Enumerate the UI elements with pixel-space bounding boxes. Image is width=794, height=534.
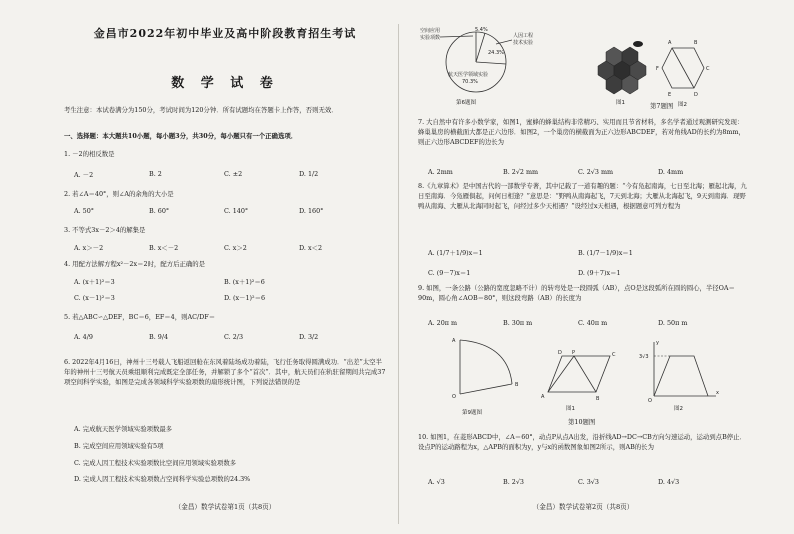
q4-option-b: B. (x＋1)²＝6 bbox=[224, 278, 265, 286]
section1-heading: 一、选择题：本大题共10小题，每小题3分，共30分，每小题只有一个正确选项． bbox=[64, 132, 298, 140]
q9-option-b: B. 30π m bbox=[503, 319, 533, 327]
vertex-a: A bbox=[668, 40, 672, 46]
q4-option-d: D. (x－1)²＝6 bbox=[224, 294, 266, 302]
q3-option-c: C. x＞2 bbox=[224, 244, 247, 252]
q2-option-c: C. 140° bbox=[224, 207, 249, 215]
fig6-caption: 第6题图 bbox=[456, 100, 476, 106]
q6-option-d: D. 完成人因工程技术实验项数占空间科学实验总项数的24.3% bbox=[74, 475, 251, 483]
pie-divider-3 bbox=[476, 62, 506, 64]
fig6-label-6: 24.3% bbox=[488, 50, 504, 56]
fig9-caption: 第9题图 bbox=[462, 410, 482, 416]
q3-option-b: B. x＜－2 bbox=[149, 244, 179, 252]
q4-option-a: A. (x＋1)²＝3 bbox=[74, 278, 115, 286]
q9-option-c: C. 40π m bbox=[578, 319, 608, 327]
q6-stem: 6. 2022年4月16日，神州十三号载人飞船返回舱在东风着陆场成功着陆，飞行任务取得圆满成功．“出差”太空半年的神州十三号航天员乘组顺利完成既定全部任务，并解锁了多个“首次”．其中，航天员们在轨驻留期间共完成37项空间科学实验，如图是完成各领域科学实验项数的扇形统计图，下列说法错误的是 bbox=[64, 358, 386, 386]
q9-stem: 9. 如图，一条公路（公路的宽度忽略不计）的转弯处是一段圆弧（AB），点O是这段弧所在圆的圆心，半径OA＝90m，圆心角∠AOB＝80°，则这段弯路（AB）的长度为 bbox=[418, 284, 735, 302]
q9-option-a: A. 20π m bbox=[428, 319, 458, 327]
fig10-sub2: 图2 bbox=[674, 406, 683, 412]
rhombus-abcd bbox=[548, 356, 610, 392]
q2-stem: 2. 若∠A＝40°，则∠A的余角的大小是 bbox=[64, 190, 174, 198]
q10-option-a: A. √3 bbox=[428, 478, 445, 486]
fig10-point-p: P bbox=[572, 350, 576, 356]
page-right-footer: （金昌）数学试卷第2页（共8页） bbox=[532, 503, 634, 511]
q2-option-a: A. 50° bbox=[74, 207, 95, 215]
q5-option-b: B. 9/4 bbox=[149, 333, 169, 341]
q7-option-b: B. 2√2 mm bbox=[503, 168, 539, 176]
q1-option-c: C. ±2 bbox=[224, 170, 243, 178]
fig9-arc-figure bbox=[448, 334, 538, 418]
fig6-label-3: 5.4% bbox=[475, 27, 488, 33]
segment-bp bbox=[574, 356, 596, 392]
diagonal-ad bbox=[672, 48, 694, 88]
q1-stem: 1. －2的相反数是 bbox=[64, 150, 115, 158]
fig6-label-7: 航天医学领域实验 bbox=[448, 72, 489, 78]
fig6-label-1: 空间应用 bbox=[420, 28, 441, 34]
exam-notice: 考生注意：本试卷满分为150分，考试时间为120分钟．所有试题均在答题卡上作答，否则无效． bbox=[64, 106, 338, 114]
vertex-d: D bbox=[694, 92, 698, 98]
vertex-b: B bbox=[694, 40, 698, 46]
fig6-label-4: 人因工程 bbox=[513, 33, 534, 39]
q10-option-c: C. 3√3 bbox=[578, 478, 599, 486]
function-graph bbox=[654, 356, 708, 396]
fig6-label-8: 70.3% bbox=[462, 79, 478, 85]
fig6-label-2: 实验项数 bbox=[420, 35, 441, 41]
q9-option-d: D. 50π m bbox=[658, 319, 688, 327]
fig9-point-a: A bbox=[452, 338, 456, 344]
q10-stem: 10. 如图1，在菱形ABCD中，∠A＝60°，动点P从点A出发，沿折线AD→DC→CB方向匀速运动，运动到点B停止．设点P的运动路程为x，△APB的面积为y，y与x的函数图象如图2所示，则AB的长为 bbox=[418, 433, 746, 451]
q10-option-d: D. 4√3 bbox=[658, 478, 680, 486]
fig9-point-o: O bbox=[452, 394, 456, 400]
fig10-point-b: B bbox=[596, 396, 600, 402]
fig10-point-a: A bbox=[541, 394, 545, 400]
q10-option-b: B. 2√3 bbox=[503, 478, 524, 486]
q8-option-d: D. (9＋7)x＝1 bbox=[578, 269, 621, 277]
q6-option-a: A. 完成航天医学领域实验项数最多 bbox=[74, 425, 173, 433]
leader-line-1 bbox=[440, 36, 473, 37]
fig7-sub2: 图2 bbox=[678, 102, 687, 108]
page-left-footer: （金昌）数学试卷第1页（共8页） bbox=[174, 503, 276, 511]
fig10-sub1: 图1 bbox=[566, 406, 575, 412]
vertex-e: E bbox=[668, 92, 672, 98]
q2-option-d: D. 160° bbox=[299, 207, 324, 215]
exam-title: 金昌市2022年初中毕业及高中阶段教育招生考试 bbox=[93, 27, 357, 40]
q1-option-a: A. －2 bbox=[74, 171, 94, 179]
page-right bbox=[418, 0, 748, 534]
honeycomb-illustration bbox=[598, 41, 646, 94]
q5-option-d: D. 3/2 bbox=[299, 333, 319, 341]
q5-stem: 5. 若△ABC∽△DEF，BC＝6，EF＝4，则AC/DF＝ bbox=[64, 313, 216, 321]
q8-option-a: A. (1/7＋1/9)x＝1 bbox=[428, 249, 483, 257]
segment-ap bbox=[548, 356, 574, 392]
fig7-caption: 第7题图 bbox=[650, 102, 674, 110]
q7-option-a: A. 2mm bbox=[428, 168, 453, 176]
arc-ab bbox=[460, 340, 512, 384]
fig9-point-b: B bbox=[515, 382, 519, 388]
q6-option-c: C. 完成人因工程技术实验项数比空间应用领域实验项数多 bbox=[74, 459, 237, 467]
pie-divider-2 bbox=[476, 33, 485, 62]
q2-option-b: B. 60° bbox=[149, 207, 170, 215]
vertex-f: F bbox=[656, 66, 659, 72]
q5-option-c: C. 2/3 bbox=[224, 333, 244, 341]
fig10-origin: O bbox=[648, 398, 652, 404]
q8-stem: 8.《九章算术》是中国古代的一部数学专著，其中记载了一道有趣的题：“今有凫起南海，七日至北海；雁起北海，九日至南海．今凫雁俱起，问何日相逢？”意思是：“野鸭从南海起飞，7天到北海；大雁从北海起飞，9天到南海．现野鸭从南海、大雁从北海同时起飞，问经过多少天相遇？”设经过x天相遇，根据题意可列方程为 bbox=[418, 182, 747, 210]
page-left bbox=[64, 0, 386, 534]
fig7-figure bbox=[588, 30, 718, 110]
q7-stem: 7. 大自然中有许多小数学家，如图1，蜜蜂的蜂巢结构非常精巧、实用而且节省材料，多名学者通过观测研究发现：蜂巢巢房的横截面大都是正六边形．如图2，一个巢房的横截面为正六边形ABCDEF，若对角线AD的长约为8mm，则正六边形ABCDEF的边长为 bbox=[418, 118, 745, 146]
fig10-y-value: 3√3 bbox=[639, 354, 649, 360]
q5-option-a: A. 4/9 bbox=[74, 333, 93, 341]
q8-option-c: C. (9－7)x＝1 bbox=[428, 269, 471, 277]
fig10-figure bbox=[538, 334, 738, 418]
q7-option-c: C. 2√3 mm bbox=[578, 168, 614, 176]
q8-option-b: B. (1/7－1/9)x＝1 bbox=[578, 249, 633, 257]
radius-ob bbox=[460, 384, 512, 394]
fig10-axis-x: x bbox=[716, 390, 719, 396]
q6-option-b: B. 完成空间应用领域实验有5项 bbox=[74, 442, 164, 450]
q3-option-a: A. x＞－2 bbox=[74, 244, 104, 252]
page-divider bbox=[398, 24, 399, 524]
fig10-point-d: D bbox=[558, 350, 562, 356]
fig6-label-5: 技术实验 bbox=[513, 40, 534, 46]
fig10-axis-y: y bbox=[656, 340, 659, 346]
fig10-point-c: C bbox=[612, 352, 616, 358]
q4-option-c: C. (x－1)²＝3 bbox=[74, 294, 115, 302]
q4-stem: 4. 用配方法解方程x²－2x＝2时，配方后正确的是 bbox=[64, 260, 206, 268]
q7-option-d: D. 4mm bbox=[658, 168, 684, 176]
q1-option-b: B. 2 bbox=[149, 170, 162, 178]
q3-option-d: D. x＜2 bbox=[299, 244, 323, 252]
exam-subtitle: 数 学 试 卷 bbox=[171, 76, 279, 91]
q3-stem: 3. 不等式3x－2＞4的解集是 bbox=[64, 226, 146, 234]
fig7-sub1: 图1 bbox=[616, 100, 625, 106]
q1-option-d: D. 1/2 bbox=[299, 170, 319, 178]
vertex-c: C bbox=[706, 66, 710, 72]
fig6-pie-chart bbox=[418, 22, 538, 110]
fig10-caption: 第10题图 bbox=[568, 418, 596, 426]
